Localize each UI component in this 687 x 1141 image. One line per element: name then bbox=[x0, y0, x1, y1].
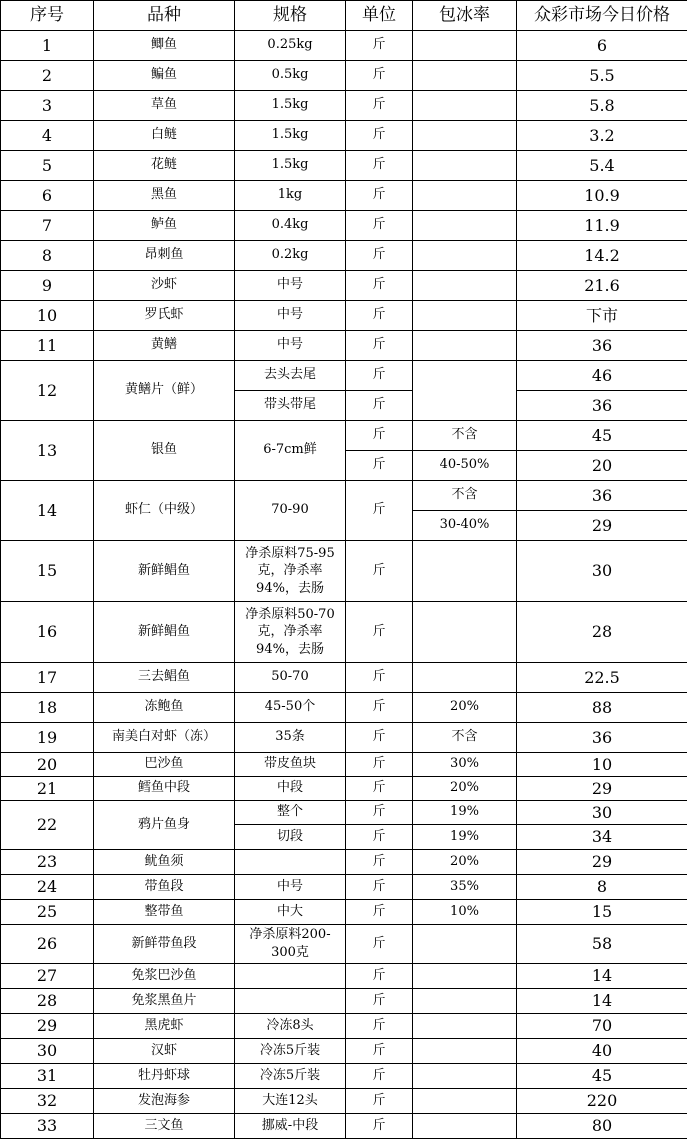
spec-cell: 1kg bbox=[235, 181, 346, 211]
unit-cell: 斤 bbox=[346, 211, 413, 241]
ice-cell: 19% bbox=[413, 801, 517, 825]
header-spec: 规格 bbox=[235, 1, 346, 31]
seq-cell: 30 bbox=[1, 1039, 94, 1064]
unit-cell: 斤 bbox=[346, 801, 413, 825]
seq-cell: 4 bbox=[1, 121, 94, 151]
ice-cell: 不含 bbox=[413, 481, 517, 511]
seq-cell: 31 bbox=[1, 1064, 94, 1089]
spec-cell: 1.5kg bbox=[235, 121, 346, 151]
seq-cell: 16 bbox=[1, 602, 94, 663]
spec-cell: 净杀原料50-70克，净杀率94%，去肠 bbox=[235, 602, 346, 663]
table-row bbox=[1, 61, 687, 91]
table-row bbox=[1, 1014, 687, 1039]
table-row bbox=[1, 801, 687, 825]
spec-cell bbox=[235, 989, 346, 1014]
ice-cell bbox=[413, 181, 517, 211]
price-cell: 下市 bbox=[517, 301, 687, 331]
spec-cell: 中号 bbox=[235, 301, 346, 331]
name-cell: 鲈鱼 bbox=[94, 211, 235, 241]
ice-cell bbox=[413, 241, 517, 271]
ice-cell: 不含 bbox=[413, 723, 517, 753]
table-row bbox=[1, 777, 687, 801]
spec-cell: 1.5kg bbox=[235, 91, 346, 121]
seq-cell: 17 bbox=[1, 663, 94, 693]
name-cell: 罗氏虾 bbox=[94, 301, 235, 331]
name-cell: 鳕鱼中段 bbox=[94, 777, 235, 801]
price-cell: 58 bbox=[517, 925, 687, 964]
ice-cell: 20% bbox=[413, 693, 517, 723]
seq-cell: 6 bbox=[1, 181, 94, 211]
ice-cell bbox=[413, 1114, 517, 1139]
spec-cell: 中号 bbox=[235, 875, 346, 900]
spec-cell: 大连12头 bbox=[235, 1089, 346, 1114]
table-row bbox=[1, 693, 687, 723]
seq-cell: 25 bbox=[1, 900, 94, 925]
price-cell: 45 bbox=[517, 1064, 687, 1089]
table-row bbox=[1, 331, 687, 361]
price-cell: 36 bbox=[517, 331, 687, 361]
price-cell: 14 bbox=[517, 989, 687, 1014]
name-cell: 带鱼段 bbox=[94, 875, 235, 900]
spec-cell bbox=[235, 850, 346, 875]
unit-cell: 斤 bbox=[346, 825, 413, 850]
ice-cell bbox=[413, 1089, 517, 1114]
spec-cell: 净杀原料75-95克，净杀率94%，去肠 bbox=[235, 541, 346, 602]
name-cell: 汉虾 bbox=[94, 1039, 235, 1064]
unit-cell: 斤 bbox=[346, 301, 413, 331]
seq-cell: 33 bbox=[1, 1114, 94, 1139]
price-cell: 10.9 bbox=[517, 181, 687, 211]
unit-cell: 斤 bbox=[346, 361, 413, 391]
unit-cell: 斤 bbox=[346, 1089, 413, 1114]
table-row bbox=[1, 964, 687, 989]
name-cell: 沙虾 bbox=[94, 271, 235, 301]
price-cell: 70 bbox=[517, 1014, 687, 1039]
name-cell: 免浆巴沙鱼 bbox=[94, 964, 235, 989]
table-row bbox=[1, 850, 687, 875]
name-cell: 鲫鱼 bbox=[94, 31, 235, 61]
ice-cell: 40-50% bbox=[413, 451, 517, 481]
table-row bbox=[1, 541, 687, 602]
spec-cell: 0.5kg bbox=[235, 61, 346, 91]
price-cell: 22.5 bbox=[517, 663, 687, 693]
spec-cell: 70-90 bbox=[235, 481, 346, 541]
unit-cell: 斤 bbox=[346, 61, 413, 91]
unit-cell: 斤 bbox=[346, 541, 413, 602]
spec-cell: 中号 bbox=[235, 271, 346, 301]
price-cell: 14 bbox=[517, 964, 687, 989]
unit-cell: 斤 bbox=[346, 421, 413, 451]
unit-cell: 斤 bbox=[346, 481, 413, 541]
seq-cell: 26 bbox=[1, 925, 94, 964]
seq-cell: 7 bbox=[1, 211, 94, 241]
price-cell: 10 bbox=[517, 753, 687, 777]
ice-cell: 10% bbox=[413, 900, 517, 925]
price-cell: 3.2 bbox=[517, 121, 687, 151]
price-cell: 5.8 bbox=[517, 91, 687, 121]
ice-cell: 35% bbox=[413, 875, 517, 900]
ice-cell: 19% bbox=[413, 825, 517, 850]
ice-cell bbox=[413, 301, 517, 331]
name-cell: 新鲜带鱼段 bbox=[94, 925, 235, 964]
unit-cell: 斤 bbox=[346, 1064, 413, 1089]
name-cell: 草鱼 bbox=[94, 91, 235, 121]
price-cell: 36 bbox=[517, 723, 687, 753]
table-row bbox=[1, 181, 687, 211]
spec-cell: 带皮鱼块 bbox=[235, 753, 346, 777]
ice-cell bbox=[413, 61, 517, 91]
ice-cell bbox=[413, 925, 517, 964]
name-cell: 白鲢 bbox=[94, 121, 235, 151]
name-cell: 牡丹虾球 bbox=[94, 1064, 235, 1089]
price-cell: 15 bbox=[517, 900, 687, 925]
unit-cell: 斤 bbox=[346, 875, 413, 900]
table-row bbox=[1, 989, 687, 1014]
table-row bbox=[1, 1064, 687, 1089]
unit-cell: 斤 bbox=[346, 31, 413, 61]
name-cell: 发泡海参 bbox=[94, 1089, 235, 1114]
table-row bbox=[1, 1089, 687, 1114]
table-row bbox=[1, 361, 687, 391]
name-cell: 花鲢 bbox=[94, 151, 235, 181]
unit-cell: 斤 bbox=[346, 989, 413, 1014]
spec-cell: 切段 bbox=[235, 825, 346, 850]
price-cell: 30 bbox=[517, 541, 687, 602]
seq-cell: 9 bbox=[1, 271, 94, 301]
table-row bbox=[1, 301, 687, 331]
ice-cell: 30% bbox=[413, 753, 517, 777]
ice-cell bbox=[413, 989, 517, 1014]
unit-cell: 斤 bbox=[346, 181, 413, 211]
table-row bbox=[1, 875, 687, 900]
spec-cell: 挪威-中段 bbox=[235, 1114, 346, 1139]
seq-cell: 18 bbox=[1, 693, 94, 723]
price-cell: 14.2 bbox=[517, 241, 687, 271]
table-row bbox=[1, 271, 687, 301]
price-cell: 6 bbox=[517, 31, 687, 61]
unit-cell: 斤 bbox=[346, 391, 413, 421]
name-cell: 鱿鱼须 bbox=[94, 850, 235, 875]
unit-cell: 斤 bbox=[346, 964, 413, 989]
table-row bbox=[1, 121, 687, 151]
seq-cell: 11 bbox=[1, 331, 94, 361]
price-cell: 46 bbox=[517, 361, 687, 391]
table-row bbox=[1, 1039, 687, 1064]
name-cell: 三文鱼 bbox=[94, 1114, 235, 1139]
spec-cell bbox=[235, 964, 346, 989]
table-row bbox=[1, 602, 687, 663]
name-cell: 黑鱼 bbox=[94, 181, 235, 211]
name-cell: 黄鳝片（鲜） bbox=[94, 361, 235, 421]
price-cell: 88 bbox=[517, 693, 687, 723]
seq-cell: 14 bbox=[1, 481, 94, 541]
price-cell: 29 bbox=[517, 777, 687, 801]
ice-cell bbox=[413, 1039, 517, 1064]
seq-cell: 24 bbox=[1, 875, 94, 900]
header-ice: 包冰率 bbox=[413, 1, 517, 31]
unit-cell: 斤 bbox=[346, 663, 413, 693]
table-row bbox=[1, 91, 687, 121]
ice-cell: 20% bbox=[413, 777, 517, 801]
seq-cell: 3 bbox=[1, 91, 94, 121]
unit-cell: 斤 bbox=[346, 693, 413, 723]
table-row bbox=[1, 1114, 687, 1139]
unit-cell: 斤 bbox=[346, 900, 413, 925]
table-row bbox=[1, 151, 687, 181]
spec-cell: 中大 bbox=[235, 900, 346, 925]
name-cell: 鳊鱼 bbox=[94, 61, 235, 91]
ice-cell bbox=[413, 151, 517, 181]
ice-cell: 不含 bbox=[413, 421, 517, 451]
name-cell: 免浆黑鱼片 bbox=[94, 989, 235, 1014]
price-cell: 36 bbox=[517, 391, 687, 421]
price-cell: 40 bbox=[517, 1039, 687, 1064]
unit-cell: 斤 bbox=[346, 925, 413, 964]
seq-cell: 27 bbox=[1, 964, 94, 989]
name-cell: 银鱼 bbox=[94, 421, 235, 481]
seq-cell: 28 bbox=[1, 989, 94, 1014]
spec-cell: 45-50个 bbox=[235, 693, 346, 723]
spec-cell: 冷冻5斤装 bbox=[235, 1064, 346, 1089]
spec-cell: 冷冻5斤装 bbox=[235, 1039, 346, 1064]
header-name: 品种 bbox=[94, 1, 235, 31]
price-cell: 36 bbox=[517, 481, 687, 511]
table-row bbox=[1, 663, 687, 693]
ice-cell: 30-40% bbox=[413, 511, 517, 541]
seq-cell: 19 bbox=[1, 723, 94, 753]
unit-cell: 斤 bbox=[346, 271, 413, 301]
unit-cell: 斤 bbox=[346, 91, 413, 121]
unit-cell: 斤 bbox=[346, 602, 413, 663]
table-row bbox=[1, 900, 687, 925]
ice-cell bbox=[413, 331, 517, 361]
ice-cell bbox=[413, 663, 517, 693]
table-row bbox=[1, 723, 687, 753]
spec-cell: 中段 bbox=[235, 777, 346, 801]
unit-cell: 斤 bbox=[346, 151, 413, 181]
name-cell: 三去鲳鱼 bbox=[94, 663, 235, 693]
spec-cell: 整个 bbox=[235, 801, 346, 825]
seq-cell: 29 bbox=[1, 1014, 94, 1039]
unit-cell: 斤 bbox=[346, 850, 413, 875]
table-row bbox=[1, 421, 687, 451]
price-cell: 20 bbox=[517, 451, 687, 481]
table-row bbox=[1, 925, 687, 964]
spec-cell: 带头带尾 bbox=[235, 391, 346, 421]
ice-cell bbox=[413, 271, 517, 301]
name-cell: 鸦片鱼身 bbox=[94, 801, 235, 850]
ice-cell bbox=[413, 541, 517, 602]
table-row bbox=[1, 753, 687, 777]
ice-cell bbox=[413, 31, 517, 61]
seq-cell: 21 bbox=[1, 777, 94, 801]
name-cell: 巴沙鱼 bbox=[94, 753, 235, 777]
header-unit: 单位 bbox=[346, 1, 413, 31]
unit-cell: 斤 bbox=[346, 1114, 413, 1139]
ice-cell bbox=[413, 964, 517, 989]
name-cell: 冻鲍鱼 bbox=[94, 693, 235, 723]
ice-cell bbox=[413, 91, 517, 121]
name-cell: 黑虎虾 bbox=[94, 1014, 235, 1039]
spec-cell: 去头去尾 bbox=[235, 361, 346, 391]
price-cell: 5.4 bbox=[517, 151, 687, 181]
spec-cell: 净杀原料200-300克 bbox=[235, 925, 346, 964]
table-row bbox=[1, 481, 687, 511]
ice-cell bbox=[413, 211, 517, 241]
seq-cell: 5 bbox=[1, 151, 94, 181]
spec-cell: 中号 bbox=[235, 331, 346, 361]
seq-cell: 22 bbox=[1, 801, 94, 850]
price-cell: 220 bbox=[517, 1089, 687, 1114]
seq-cell: 20 bbox=[1, 753, 94, 777]
unit-cell: 斤 bbox=[346, 753, 413, 777]
spec-cell: 35条 bbox=[235, 723, 346, 753]
price-cell: 29 bbox=[517, 511, 687, 541]
header-row bbox=[1, 1, 687, 31]
unit-cell: 斤 bbox=[346, 331, 413, 361]
seq-cell: 1 bbox=[1, 31, 94, 61]
price-cell: 80 bbox=[517, 1114, 687, 1139]
ice-cell bbox=[413, 602, 517, 663]
name-cell: 黄鳝 bbox=[94, 331, 235, 361]
unit-cell: 斤 bbox=[346, 1014, 413, 1039]
unit-cell: 斤 bbox=[346, 451, 413, 481]
spec-cell: 6-7cm鲜 bbox=[235, 421, 346, 481]
ice-cell bbox=[413, 121, 517, 151]
ice-cell bbox=[413, 1014, 517, 1039]
unit-cell: 斤 bbox=[346, 121, 413, 151]
ice-cell bbox=[413, 1064, 517, 1089]
name-cell: 新鲜鲳鱼 bbox=[94, 541, 235, 602]
name-cell: 新鲜鲳鱼 bbox=[94, 602, 235, 663]
ice-cell bbox=[413, 361, 517, 421]
spec-cell: 冷冻8头 bbox=[235, 1014, 346, 1039]
unit-cell: 斤 bbox=[346, 777, 413, 801]
spec-cell: 0.25kg bbox=[235, 31, 346, 61]
unit-cell: 斤 bbox=[346, 1039, 413, 1064]
name-cell: 虾仁（中级） bbox=[94, 481, 235, 541]
seq-cell: 13 bbox=[1, 421, 94, 481]
ice-cell: 20% bbox=[413, 850, 517, 875]
unit-cell: 斤 bbox=[346, 241, 413, 271]
name-cell: 昂刺鱼 bbox=[94, 241, 235, 271]
seq-cell: 2 bbox=[1, 61, 94, 91]
header-seq: 序号 bbox=[1, 1, 94, 31]
header-price: 众彩市场今日价格 bbox=[517, 1, 687, 31]
unit-cell: 斤 bbox=[346, 723, 413, 753]
seq-cell: 8 bbox=[1, 241, 94, 271]
spec-cell: 0.2kg bbox=[235, 241, 346, 271]
price-cell: 8 bbox=[517, 875, 687, 900]
price-cell: 5.5 bbox=[517, 61, 687, 91]
name-cell: 南美白对虾（冻） bbox=[94, 723, 235, 753]
price-cell: 45 bbox=[517, 421, 687, 451]
seq-cell: 32 bbox=[1, 1089, 94, 1114]
price-cell: 29 bbox=[517, 850, 687, 875]
seq-cell: 23 bbox=[1, 850, 94, 875]
seq-cell: 15 bbox=[1, 541, 94, 602]
price-cell: 11.9 bbox=[517, 211, 687, 241]
price-cell: 21.6 bbox=[517, 271, 687, 301]
price-cell: 34 bbox=[517, 825, 687, 850]
table-row bbox=[1, 241, 687, 271]
spec-cell: 0.4kg bbox=[235, 211, 346, 241]
seq-cell: 12 bbox=[1, 361, 94, 421]
table-row bbox=[1, 211, 687, 241]
seq-cell: 10 bbox=[1, 301, 94, 331]
spec-cell: 50-70 bbox=[235, 663, 346, 693]
price-cell: 28 bbox=[517, 602, 687, 663]
name-cell: 整带鱼 bbox=[94, 900, 235, 925]
spec-cell: 1.5kg bbox=[235, 151, 346, 181]
table-row bbox=[1, 31, 687, 61]
price-cell: 30 bbox=[517, 801, 687, 825]
